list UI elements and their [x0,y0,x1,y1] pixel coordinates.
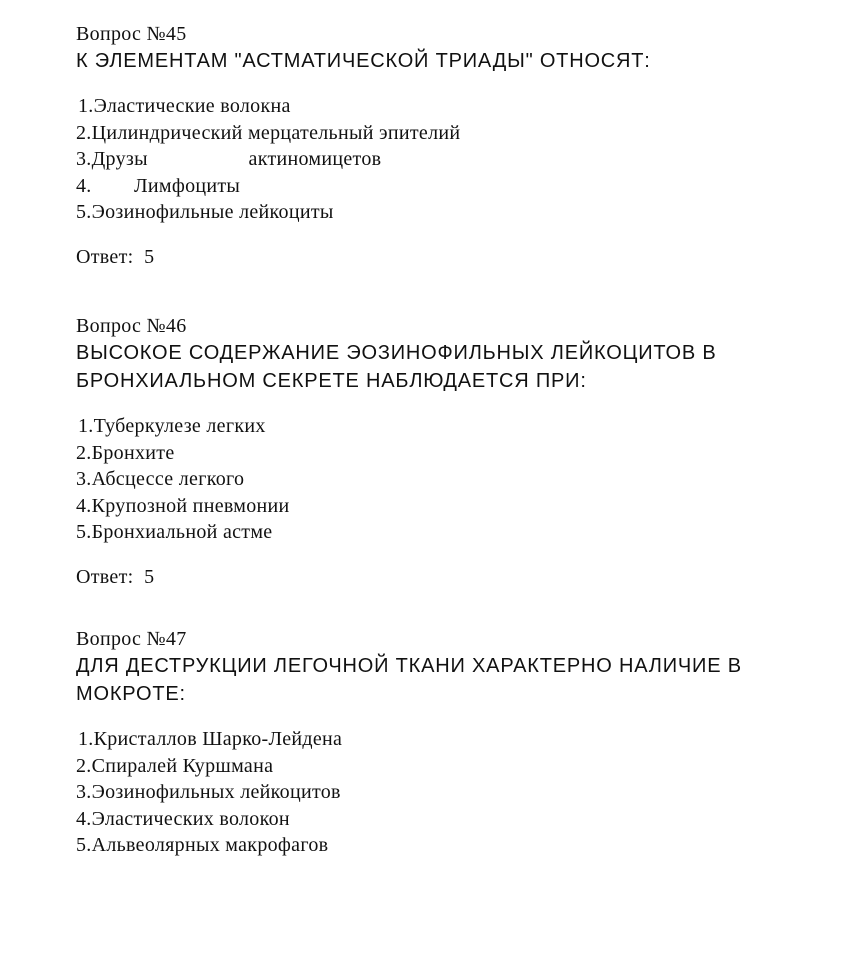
answer-option: 1.Кристаллов Шарко-Лейдена [78,728,343,750]
answer-option: 4.Крупозной пневмонии [76,494,290,517]
question-title [76,652,836,708]
question-title-line: ДЛЯ ДЕСТРУКЦИИ ЛЕГОЧНОЙ ТКАНИ ХАРАКТЕРНО НАЛИЧИЕ В [76,655,742,677]
question-title-line: МОКРОТЕ: [76,683,186,705]
question-title-line: ВЫСОКОЕ СОДЕРЖАНИЕ ЭОЗИНОФИЛЬНЫХ ЛЕЙКОЦИТОВ В [76,342,717,364]
answer-options-list [76,413,836,546]
answer-options-list [76,93,836,226]
question-number: Вопрос №45 [76,23,187,45]
answer-option: 4. Лимфоциты [76,174,241,197]
answer-option: 3.Друзы актиномицетов [76,148,382,170]
answer-option: 5.Эозинофильные лейкоциты [76,201,334,223]
answer-option: 2.Бронхите [76,441,175,464]
question-title [76,47,836,75]
question-title-line: К ЭЛЕМЕНТАМ "АСТМАТИЧЕСКОЙ ТРИАДЫ" ОТНОСЯТ: [76,50,651,72]
question-block-45 [76,21,836,270]
question-title [76,339,836,395]
answer-option: 5.Бронхиальной астме [76,521,273,543]
answer-options-list [76,726,836,859]
answer-option: 2.Цилиндрический мерцательный эпителий [76,121,461,144]
answer-option: 4.Эластических волокон [76,807,290,830]
question-block-47 [76,626,836,859]
question-block-46 [76,313,836,590]
answer-text: Ответ: 5 [76,565,155,588]
answer-text: Ответ: 5 [76,245,155,268]
question-title-line: БРОНХИАЛЬНОМ СЕКРЕТЕ НАБЛЮДАЕТСЯ ПРИ: [76,370,587,392]
question-number: Вопрос №46 [76,315,187,337]
answer-option: 3.Эозинофильных лейкоцитов [76,781,341,803]
answer-option: 1.Туберкулезе легких [78,415,266,437]
answer-option: 3.Абсцессе легкого [76,468,245,490]
answer-option: 5.Альвеолярных макрофагов [76,834,329,856]
answer-option: 1.Эластические волокна [78,95,291,117]
answer-option: 2.Спиралей Куршмана [76,754,274,777]
question-number: Вопрос №47 [76,628,187,650]
